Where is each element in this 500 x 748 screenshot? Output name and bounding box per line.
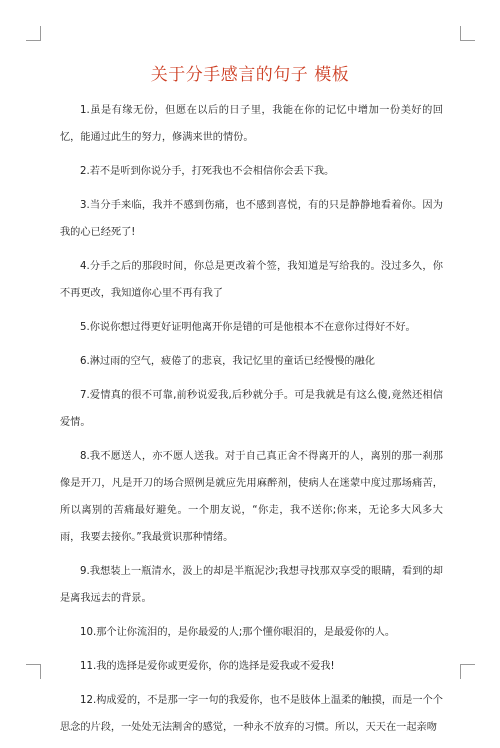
paragraph-2: 2.若不是听到你说分手，打死我也不会相信你会丢下我。 [80, 166, 335, 177]
paragraph-5: 5.你说你想过得更好证明他离开你是错的可是他根本不在意你过得好不好。 [80, 322, 416, 333]
crop-mark-top-left [26, 26, 41, 41]
paragraph-12: 12.构成爱的，不是那一字一句的我爱你，也不是肢体上温柔的触摸，而是一个个思念的片段，一处处无法割舍的感觉，一种永不放弃的习惯。所以，天天在一起亲吻 [60, 695, 443, 733]
paragraph-3: 3.当分手来临，我并不感到伤痛，也不感到喜悦，有的只是静静地看着你。因为我的心已经死了! [60, 200, 443, 238]
document-title: 关于分手感言的句子 模板 [150, 65, 350, 85]
paragraph-1: 1.虽是有缘无份，但愿在以后的日子里，我能在你的记忆中增加一份美好的回忆，能通过此生的努力，修满来世的情份。 [60, 105, 443, 143]
paragraph-4: 4.分手之后的那段时间，你总是更改着个签，我知道是写给我的。没过多久，你不再更改，我知道你心里不再有我了 [60, 261, 443, 299]
paragraph-11: 11.我的选择是爱你或更爱你，你的选择是爱我或不爱我! [80, 661, 335, 672]
paragraph-6: 6.淋过雨的空气，疲倦了的悲哀，我记忆里的童话已经慢慢的融化 [80, 356, 375, 367]
crop-mark-top-right [460, 26, 475, 41]
crop-mark-bottom-right [460, 664, 475, 679]
paragraph-10: 10.那个让你流泪的，是你最爱的人;那个懂你眼泪的，是最爱你的人。 [80, 627, 396, 638]
paragraph-9: 9.我想装上一瓶清水，汲上的却是半瓶泥沙;我想寻找那双享受的眼睛，看到的却是离我远去的背景。 [60, 566, 443, 604]
crop-mark-bottom-left [26, 664, 41, 679]
paragraph-7: 7.爱情真的很不可靠,前秒说爱我,后秒就分手。可是我就是有这么傻,竟然还相信爱情。 [60, 390, 443, 428]
paragraph-8: 8.我不愿送人，亦不愿人送我。对于自己真正舍不得离开的人，离别的那一刹那像是开刀，凡是开刀的场合照例是就应先用麻醉剂，使病人在迷蒙中度过那场痛苦，所以离别的苦痛最好避免。一个朋友说，“你走，我不送你;你来，无论多大风多大雨，我要去接你。”我最赏识那种情绪。 [60, 451, 443, 543]
document-body [60, 97, 443, 748]
